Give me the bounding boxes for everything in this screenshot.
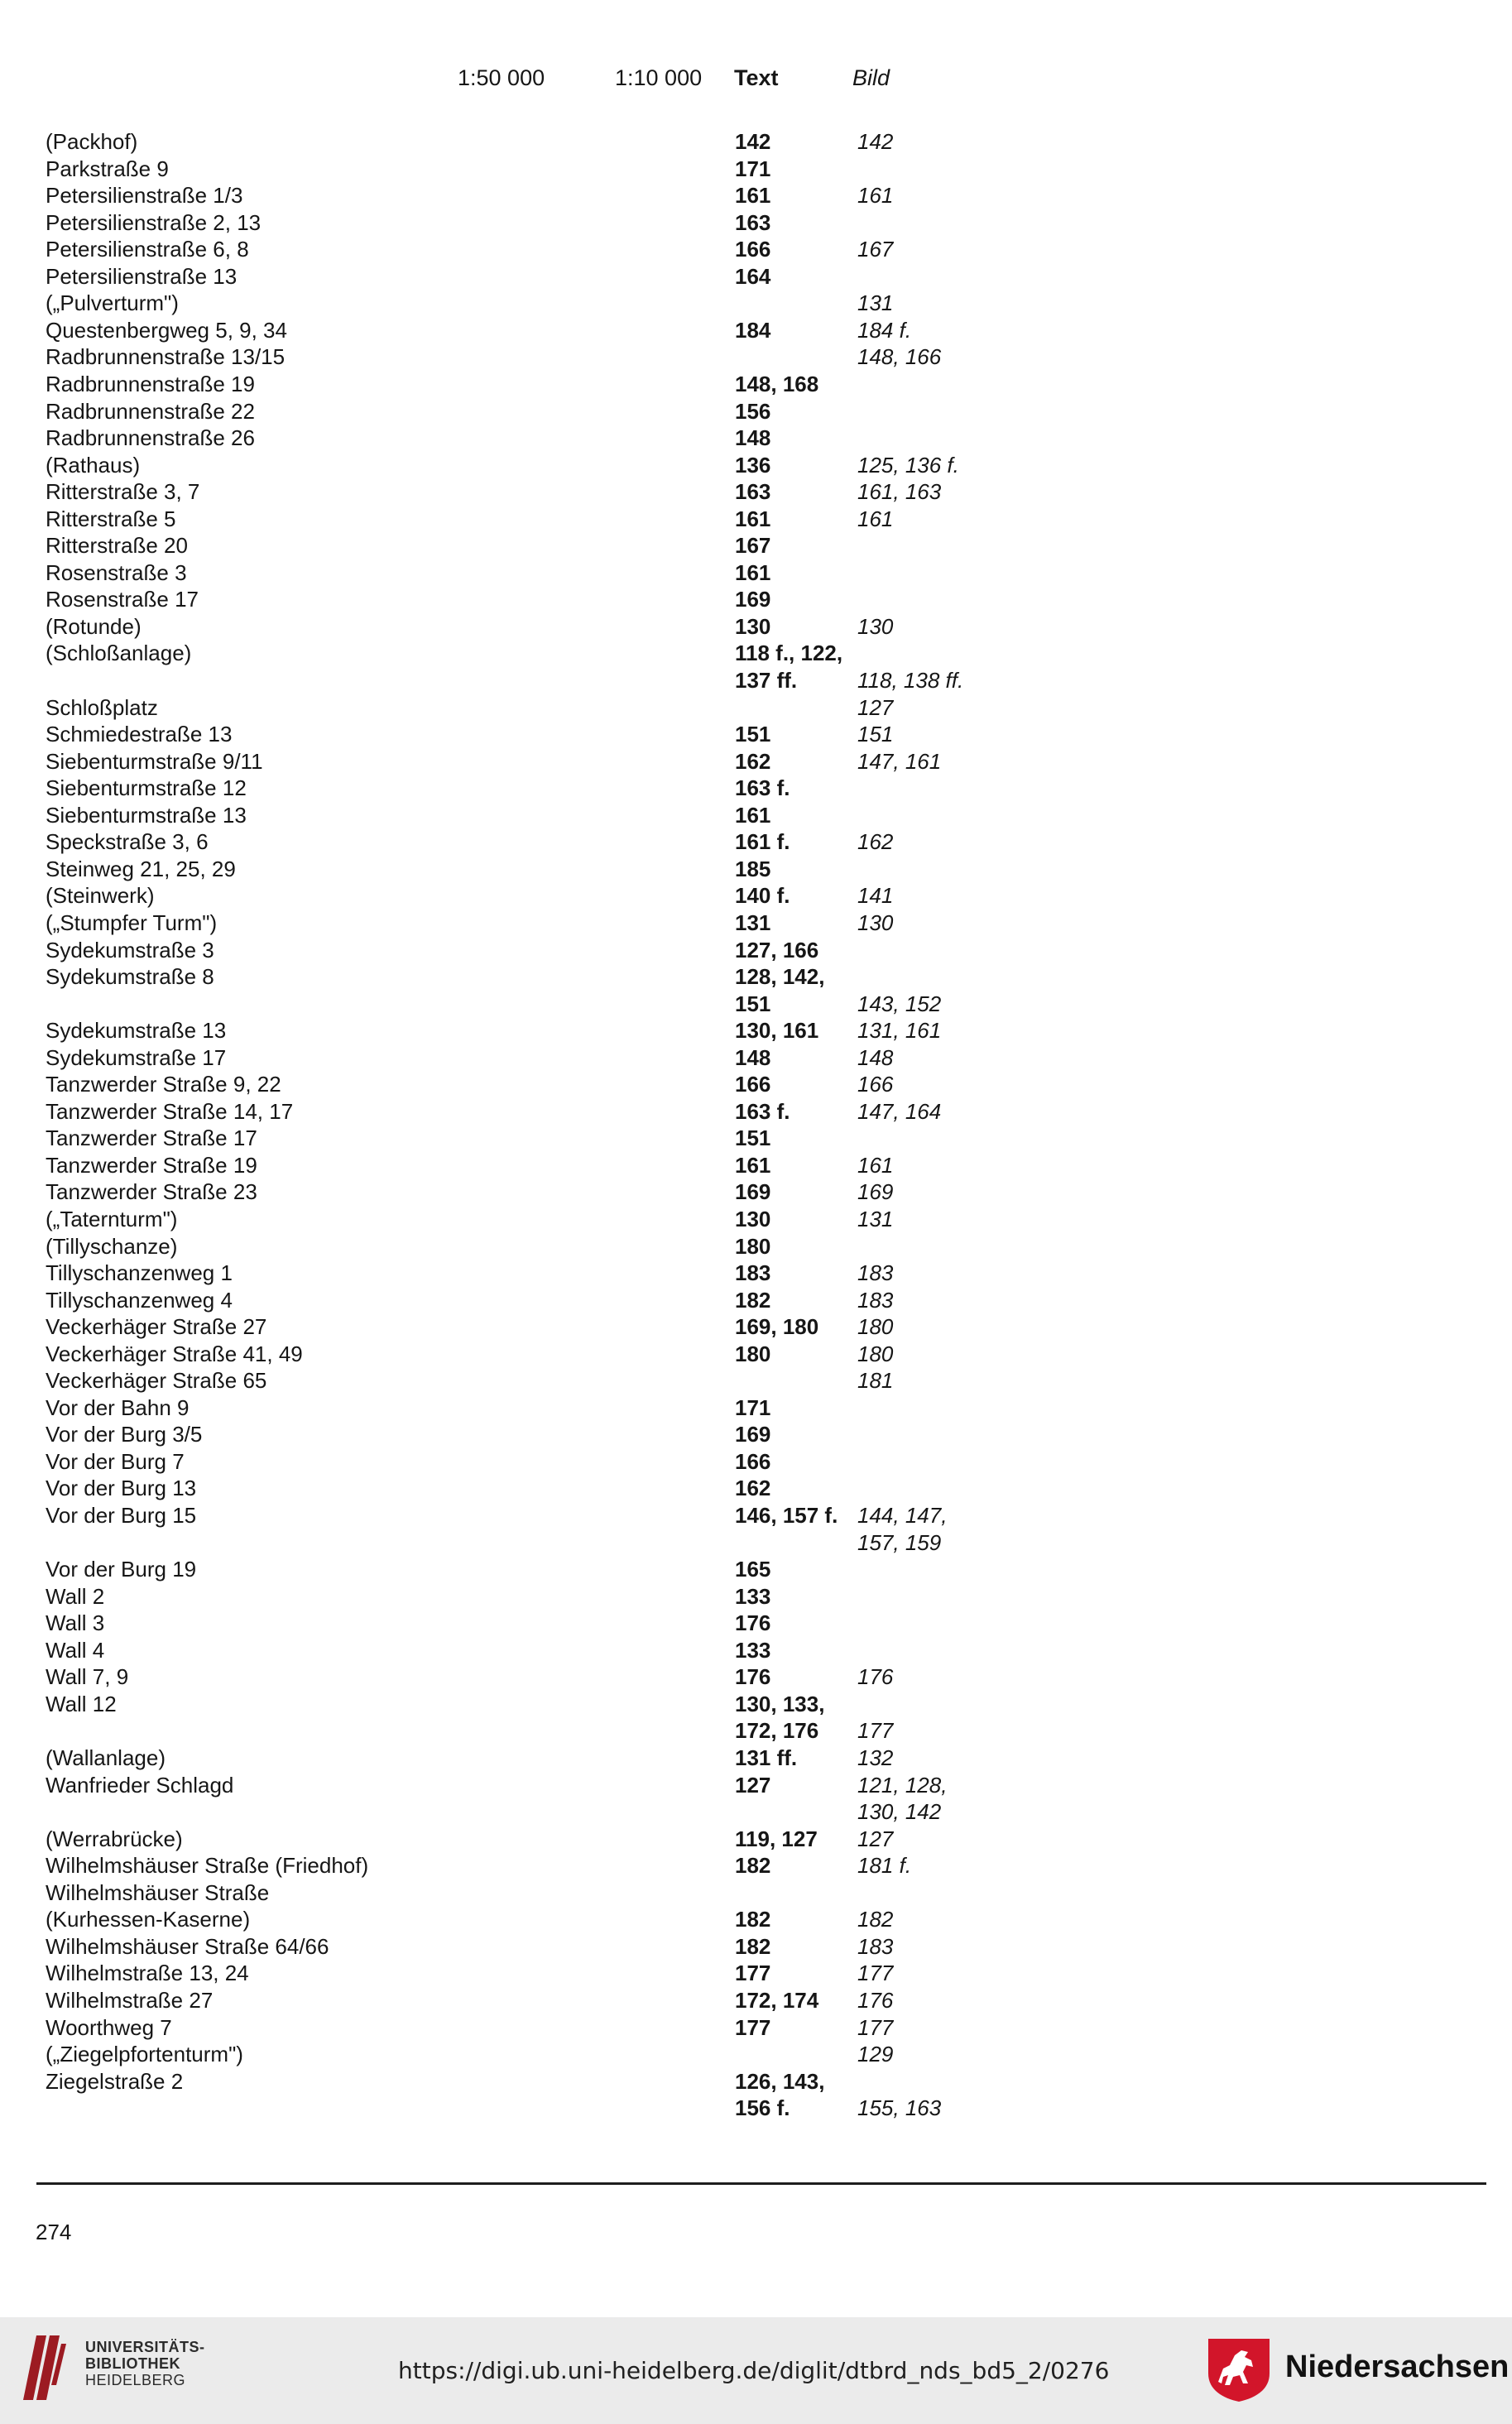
entry-text-ref: 130 bbox=[735, 1207, 771, 1231]
entry-bild-ref: 183 bbox=[857, 1260, 894, 1285]
entry-text-ref: 136 bbox=[735, 453, 771, 478]
entry-text-ref: 177 bbox=[735, 2015, 771, 2040]
entry-text-ref: 166 bbox=[735, 1072, 771, 1097]
entry-text-ref: 161 f. bbox=[735, 829, 790, 854]
library-name-line-1: UNIVERSITÄTS- bbox=[85, 2339, 205, 2355]
entry-bild-ref: 118, 138 ff. bbox=[857, 668, 964, 693]
entry-name: Vor der Burg 15 bbox=[46, 1503, 197, 1528]
entry-name: („Taternturm") bbox=[46, 1207, 178, 1231]
library-name-line-3: HEIDELBERG bbox=[85, 2372, 186, 2388]
entry-bild-ref: 184 f. bbox=[857, 318, 912, 343]
entry-name: (Rotunde) bbox=[46, 614, 142, 639]
entry-text-ref: 161 bbox=[735, 1153, 771, 1178]
entry-text-ref: 169 bbox=[735, 1422, 771, 1447]
entry-text-ref: 163 f. bbox=[735, 775, 790, 800]
entry-text-ref: 126, 143, bbox=[735, 2069, 825, 2094]
entry-name: Wanfrieder Schlagd bbox=[46, 1773, 234, 1798]
column-header-scale-50000: 1:50 000 bbox=[458, 65, 545, 90]
entry-text-ref: 176 bbox=[735, 1664, 771, 1689]
entry-text-ref: 176 bbox=[735, 1610, 771, 1635]
entry-name: Vor der Burg 3/5 bbox=[46, 1422, 203, 1447]
entry-text-ref: 167 bbox=[735, 533, 771, 558]
entry-bild-ref: 183 bbox=[857, 1934, 894, 1959]
entry-text-ref: 130 bbox=[735, 614, 771, 639]
entry-name: Ritterstraße 3, 7 bbox=[46, 479, 200, 504]
entry-text-ref: 182 bbox=[735, 1288, 771, 1313]
entry-text-ref: 148, 168 bbox=[735, 372, 819, 396]
entry-name: Sydekumstraße 17 bbox=[46, 1045, 227, 1070]
entry-name: („Ziegelpfortenturm") bbox=[46, 2042, 243, 2066]
entry-name: Vor der Burg 7 bbox=[46, 1449, 185, 1474]
entry-text-ref: 131 bbox=[735, 910, 771, 935]
entry-name: Wall 3 bbox=[46, 1610, 105, 1635]
entry-text-ref: 161 bbox=[735, 183, 771, 208]
entry-name: Tanzwerder Straße 14, 17 bbox=[46, 1099, 294, 1124]
entry-text-ref: 151 bbox=[735, 991, 771, 1016]
entry-bild-ref: 144, 147, bbox=[857, 1503, 948, 1528]
entry-text-ref: 184 bbox=[735, 318, 771, 343]
entry-bild-ref: 143, 152 bbox=[857, 991, 942, 1016]
entry-bild-ref: 181 f. bbox=[857, 1853, 912, 1878]
entry-text-ref: 130, 161 bbox=[735, 1018, 819, 1043]
entry-name: Tillyschanzenweg 4 bbox=[46, 1288, 233, 1313]
entry-name: Vor der Burg 19 bbox=[46, 1557, 197, 1582]
entry-text-ref: 180 bbox=[735, 1234, 771, 1259]
entry-name: (Tillyschanze) bbox=[46, 1234, 178, 1259]
entry-name: Radbrunnenstraße 22 bbox=[46, 399, 255, 424]
entry-bild-ref: 141 bbox=[857, 883, 894, 908]
entry-bild-ref: 169 bbox=[857, 1179, 894, 1204]
entry-text-ref: 156 bbox=[735, 399, 771, 424]
entry-name: Petersilienstraße 1/3 bbox=[46, 183, 243, 208]
entry-text-ref: 151 bbox=[735, 722, 771, 746]
entry-name: Vor der Burg 13 bbox=[46, 1476, 197, 1500]
entry-name: Parkstraße 9 bbox=[46, 156, 169, 181]
entry-name: Radbrunnenstraße 26 bbox=[46, 425, 255, 450]
entry-name: Wilhelmshäuser Straße bbox=[46, 1880, 270, 1905]
entry-bild-ref: 182 bbox=[857, 1907, 894, 1932]
entry-bild-ref: 162 bbox=[857, 829, 894, 854]
entry-name: Wall 7, 9 bbox=[46, 1664, 129, 1689]
entry-name: Questenbergweg 5, 9, 34 bbox=[46, 318, 287, 343]
entry-name: Wilhelmshäuser Straße (Friedhof) bbox=[46, 1853, 369, 1878]
entry-text-ref: 171 bbox=[735, 1395, 771, 1420]
entry-bild-ref: 181 bbox=[857, 1368, 894, 1393]
entry-name: Wall 2 bbox=[46, 1584, 105, 1609]
entry-bild-ref: 132 bbox=[857, 1745, 894, 1770]
entry-name: (Wallanlage) bbox=[46, 1745, 166, 1770]
entry-text-ref: 172, 176 bbox=[735, 1718, 819, 1743]
entry-text-ref: 130, 133, bbox=[735, 1692, 825, 1716]
entry-name: Rosenstraße 17 bbox=[46, 587, 199, 612]
entry-bild-ref: 161 bbox=[857, 506, 894, 531]
entry-bild-ref: 130, 142 bbox=[857, 1799, 942, 1824]
entry-bild-ref: 166 bbox=[857, 1072, 894, 1097]
entry-name: Veckerhäger Straße 65 bbox=[46, 1368, 267, 1393]
entry-text-ref: 171 bbox=[735, 156, 771, 181]
entry-text-ref: 166 bbox=[735, 237, 771, 262]
entry-bild-ref: 155, 163 bbox=[857, 2095, 942, 2120]
entry-bild-ref: 129 bbox=[857, 2042, 894, 2066]
niedersachsen-horse-icon bbox=[1205, 2335, 1273, 2403]
entry-name: Petersilienstraße 6, 8 bbox=[46, 237, 249, 262]
entry-name: (Rathaus) bbox=[46, 453, 141, 478]
page-divider-rule bbox=[36, 2182, 1486, 2185]
entry-name: („Stumpfer Turm") bbox=[46, 910, 218, 935]
entry-text-ref: 148 bbox=[735, 1045, 771, 1070]
entry-text-ref: 146, 157 f. bbox=[735, 1503, 838, 1528]
entry-bild-ref: 183 bbox=[857, 1288, 894, 1313]
entry-bild-ref: 151 bbox=[857, 722, 894, 746]
entry-name: Siebenturmstraße 9/11 bbox=[46, 749, 263, 774]
entry-bild-ref: 180 bbox=[857, 1314, 894, 1339]
entry-text-ref: 180 bbox=[735, 1342, 771, 1366]
entry-name: Sydekumstraße 13 bbox=[46, 1018, 227, 1043]
column-header-text: Text bbox=[734, 65, 779, 90]
entry-name: (Steinwerk) bbox=[46, 883, 155, 908]
entry-bild-ref: 147, 161 bbox=[857, 749, 942, 774]
entry-text-ref: 140 f. bbox=[735, 883, 790, 908]
entry-name: Ritterstraße 5 bbox=[46, 506, 176, 531]
entry-bild-ref: 177 bbox=[857, 2015, 894, 2040]
entry-bild-ref: 121, 128, bbox=[857, 1773, 948, 1798]
entry-text-ref: 177 bbox=[735, 1961, 771, 1985]
entry-text-ref: 127 bbox=[735, 1773, 771, 1798]
entry-name: Siebenturmstraße 12 bbox=[46, 775, 247, 800]
entry-name: Rosenstraße 3 bbox=[46, 560, 187, 585]
entry-name: Petersilienstraße 2, 13 bbox=[46, 210, 262, 235]
library-name-line-2: BIBLIOTHEK bbox=[85, 2355, 180, 2372]
partner-name[interactable]: Niedersachsen bbox=[1285, 2350, 1510, 2384]
entry-bild-ref: 161 bbox=[857, 183, 894, 208]
entry-text-ref: 161 bbox=[735, 803, 771, 828]
entry-name: Wilhelmshäuser Straße 64/66 bbox=[46, 1934, 329, 1959]
entry-text-ref: 151 bbox=[735, 1126, 771, 1150]
entry-text-ref: 148 bbox=[735, 425, 771, 450]
entry-bild-ref: 161 bbox=[857, 1153, 894, 1178]
entry-name: Wall 4 bbox=[46, 1638, 105, 1663]
entry-text-ref: 169 bbox=[735, 1179, 771, 1204]
entry-bild-ref: 131 bbox=[857, 1207, 894, 1231]
entry-text-ref: 163 bbox=[735, 210, 771, 235]
entry-text-ref: 127, 166 bbox=[735, 938, 819, 962]
entry-bild-ref: 177 bbox=[857, 1961, 894, 1985]
entry-text-ref: 182 bbox=[735, 1853, 771, 1878]
entry-name: Siebenturmstraße 13 bbox=[46, 803, 247, 828]
page-number: 274 bbox=[36, 2220, 72, 2244]
entry-text-ref: 156 f. bbox=[735, 2095, 790, 2120]
entry-bild-ref: 130 bbox=[857, 910, 894, 935]
entry-bild-ref: 148 bbox=[857, 1045, 894, 1070]
column-header-scale-10000: 1:10 000 bbox=[615, 65, 703, 90]
entry-bild-ref: 180 bbox=[857, 1342, 894, 1366]
entry-bild-ref: 148, 166 bbox=[857, 344, 942, 369]
entry-text-ref: 169, 180 bbox=[735, 1314, 819, 1339]
entry-text-ref: 162 bbox=[735, 1476, 771, 1500]
entry-text-ref: 183 bbox=[735, 1260, 771, 1285]
entry-text-ref: 142 bbox=[735, 129, 771, 154]
entry-name: („Pulverturm") bbox=[46, 290, 179, 315]
entry-text-ref: 163 f. bbox=[735, 1099, 790, 1124]
ub-heidelberg-logo-icon bbox=[18, 2327, 70, 2403]
entry-name: Tanzwerder Straße 23 bbox=[46, 1179, 257, 1204]
library-name[interactable] bbox=[85, 2339, 205, 2388]
entry-text-ref: 119, 127 bbox=[735, 1826, 818, 1851]
entry-name: Sydekumstraße 3 bbox=[46, 938, 214, 962]
entry-text-ref: 164 bbox=[735, 264, 771, 289]
entry-text-ref: 133 bbox=[735, 1584, 771, 1609]
entry-bild-ref: 167 bbox=[857, 237, 894, 262]
entry-name: Tanzwerder Straße 9, 22 bbox=[46, 1072, 281, 1097]
entry-bild-ref: 127 bbox=[857, 1826, 894, 1851]
entry-text-ref: 161 bbox=[735, 506, 771, 531]
entry-name: (Packhof) bbox=[46, 129, 138, 154]
entry-name: Ziegelstraße 2 bbox=[46, 2069, 184, 2094]
entry-name: Radbrunnenstraße 13/15 bbox=[46, 344, 286, 369]
entry-name: (Kurhessen-Kaserne) bbox=[46, 1907, 251, 1932]
entry-name: Schmiedestraße 13 bbox=[46, 722, 233, 746]
entry-text-ref: 133 bbox=[735, 1638, 771, 1663]
entry-bild-ref: 176 bbox=[857, 1664, 894, 1689]
entry-name: Wilhelmstraße 13, 24 bbox=[46, 1961, 249, 1985]
entry-name: Wall 12 bbox=[46, 1692, 117, 1716]
entry-bild-ref: 125, 136 f. bbox=[857, 453, 959, 478]
entry-name: Tillyschanzenweg 1 bbox=[46, 1260, 233, 1285]
entry-text-ref: 137 ff. bbox=[735, 668, 798, 693]
entry-text-ref: 161 bbox=[735, 560, 771, 585]
entry-name: Veckerhäger Straße 27 bbox=[46, 1314, 267, 1339]
entry-name: Vor der Bahn 9 bbox=[46, 1395, 190, 1420]
entry-text-ref: 185 bbox=[735, 857, 771, 881]
entry-bild-ref: 131, 161 bbox=[857, 1018, 942, 1043]
entry-name: Radbrunnenstraße 19 bbox=[46, 372, 255, 396]
permalink-url[interactable]: https://digi.ub.uni-heidelberg.de/diglit/dtbrd_nds_bd5_2/0276 bbox=[398, 2357, 1110, 2384]
entry-bild-ref: 130 bbox=[857, 614, 894, 639]
entry-text-ref: 163 bbox=[735, 479, 771, 504]
entry-name: Schloßplatz bbox=[46, 695, 158, 720]
entry-bild-ref: 147, 164 bbox=[857, 1099, 942, 1124]
entry-text-ref: 172, 174 bbox=[735, 1988, 819, 2013]
entry-bild-ref: 157, 159 bbox=[857, 1530, 942, 1555]
entry-name: Veckerhäger Straße 41, 49 bbox=[46, 1342, 303, 1366]
entry-text-ref: 118 f., 122, bbox=[735, 641, 843, 665]
entry-bild-ref: 161, 163 bbox=[857, 479, 942, 504]
entry-text-ref: 165 bbox=[735, 1557, 771, 1582]
entry-text-ref: 162 bbox=[735, 749, 771, 774]
entry-bild-ref: 131 bbox=[857, 290, 894, 315]
entry-name: Petersilienstraße 13 bbox=[46, 264, 238, 289]
entry-text-ref: 128, 142, bbox=[735, 964, 825, 989]
entry-name: Speckstraße 3, 6 bbox=[46, 829, 209, 854]
entry-name: Tanzwerder Straße 17 bbox=[46, 1126, 257, 1150]
entry-bild-ref: 142 bbox=[857, 129, 894, 154]
entry-bild-ref: 177 bbox=[857, 1718, 894, 1743]
entry-name: Wilhelmstraße 27 bbox=[46, 1988, 214, 2013]
entry-name: Tanzwerder Straße 19 bbox=[46, 1153, 257, 1178]
entry-bild-ref: 127 bbox=[857, 695, 894, 720]
entry-text-ref: 182 bbox=[735, 1934, 771, 1959]
entry-name: (Werrabrücke) bbox=[46, 1826, 183, 1851]
entry-text-ref: 182 bbox=[735, 1907, 771, 1932]
entry-text-ref: 131 ff. bbox=[735, 1745, 798, 1770]
entry-text-ref: 166 bbox=[735, 1449, 771, 1474]
entry-name: (Schloßanlage) bbox=[46, 641, 192, 665]
entry-text-ref: 169 bbox=[735, 587, 771, 612]
column-header-bild: Bild bbox=[852, 65, 890, 90]
entry-name: Sydekumstraße 8 bbox=[46, 964, 214, 989]
entry-name: Ritterstraße 20 bbox=[46, 533, 188, 558]
entry-name: Woorthweg 7 bbox=[46, 2015, 172, 2040]
entry-name: Steinweg 21, 25, 29 bbox=[46, 857, 236, 881]
entry-bild-ref: 176 bbox=[857, 1988, 894, 2013]
